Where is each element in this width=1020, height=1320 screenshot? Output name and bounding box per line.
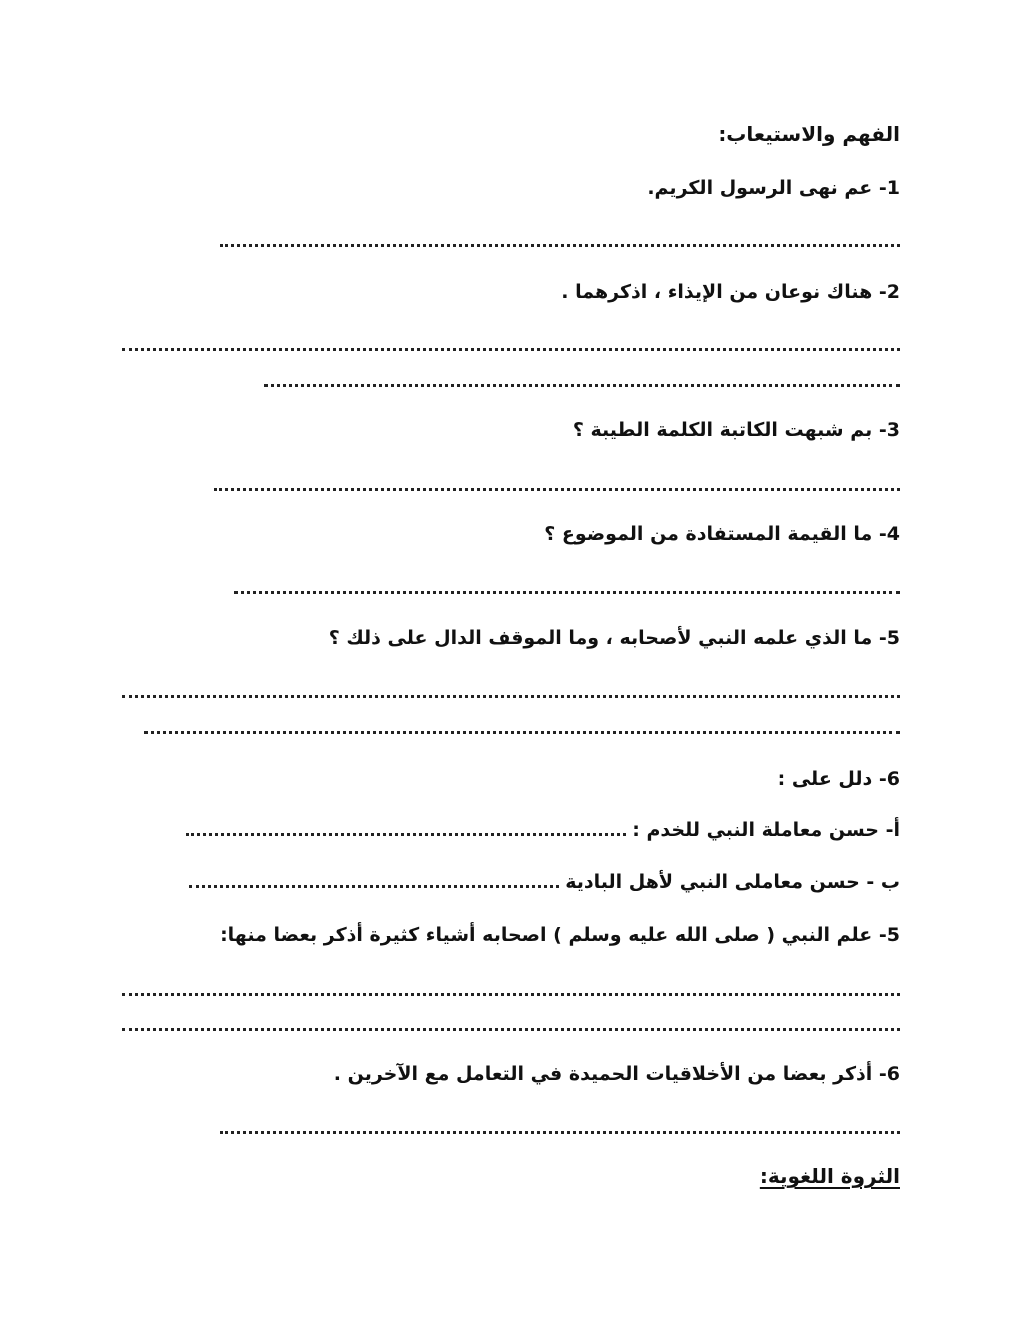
- question-1: 1- عم نهى الرسول الكريم.: [647, 177, 900, 199]
- answer-line-5d[interactable]: [122, 1028, 900, 1031]
- answer-line-3[interactable]: [214, 488, 900, 491]
- section-title-comprehension: الفهم والاستيعاب:: [718, 122, 900, 146]
- answer-line-5b[interactable]: [144, 731, 900, 734]
- answer-line-1[interactable]: [220, 244, 900, 247]
- section-title-vocabulary: الثروة اللغوية:: [759, 1164, 900, 1188]
- answer-line-2b[interactable]: [264, 384, 900, 387]
- question-6-second: 6- أذكر بعضا من الأخلاقيات الحميدة في التعامل مع الآخرين .: [333, 1063, 900, 1085]
- question-5: 5- ما الذي علمه النبي لأصحابه ، وما الموقف الدال على ذلك ؟: [328, 627, 900, 649]
- answer-line-5c[interactable]: [122, 993, 900, 996]
- answer-line-5a[interactable]: [122, 695, 900, 698]
- question-6a-text: أ- حسن معاملة النبي للخدم :: [632, 819, 900, 841]
- question-3: 3- بم شبهت الكاتبة الكلمة الطيبة ؟: [572, 419, 900, 441]
- question-4: 4- ما القيمة المستفادة من الموضوع ؟: [544, 523, 900, 545]
- question-6b: [189, 869, 900, 895]
- answer-line-6b[interactable]: [189, 885, 559, 888]
- question-6b-text: ب - حسن معاملى النبي لأهل البادية: [565, 871, 900, 893]
- answer-line-6c[interactable]: [220, 1131, 900, 1134]
- answer-line-6a[interactable]: [186, 833, 626, 836]
- answer-line-4[interactable]: [234, 591, 900, 594]
- answer-line-2a[interactable]: [122, 348, 900, 351]
- question-5-second: 5- علم النبي ( صلى الله عليه وسلم ) اصحابه أشياء كثيرة أذكر بعضا منها:: [220, 924, 900, 946]
- question-6a: [186, 817, 900, 843]
- question-2: 2- هناك نوعان من الإيذاء ، اذكرهما .: [561, 281, 900, 303]
- question-6: 6- دلل على :: [777, 768, 900, 790]
